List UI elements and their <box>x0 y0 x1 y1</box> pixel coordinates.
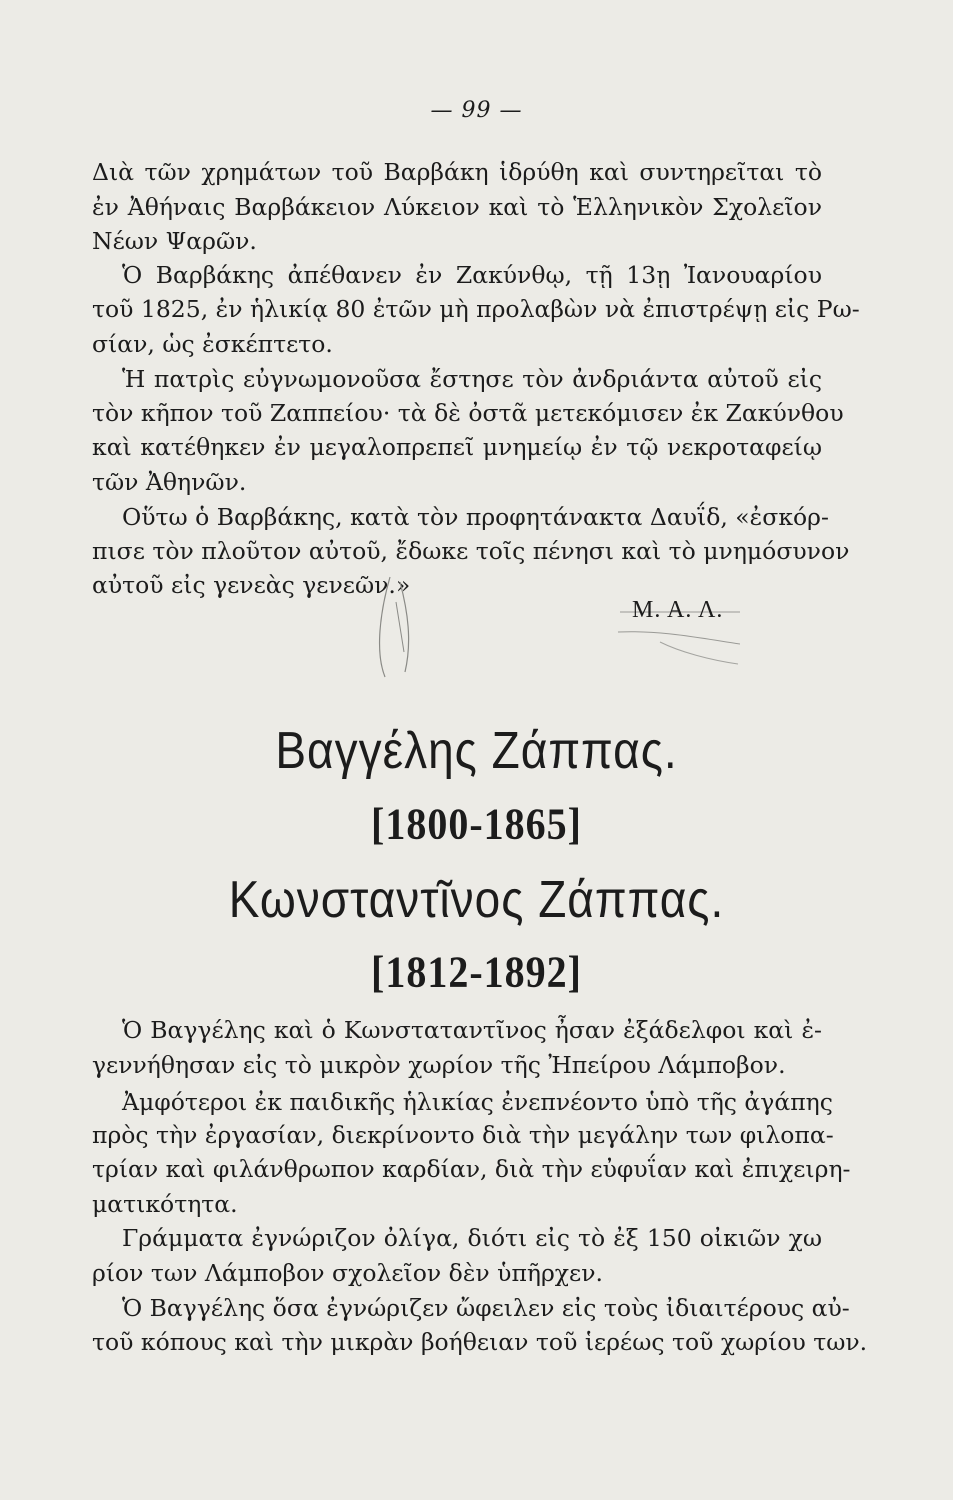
paragraph-6-line-2: πρὸς τὴν ἐργασίαν, διεκρίνοντο διὰ τὴν μεγάλην των φιλοπα- <box>92 1121 834 1149</box>
paragraph-1-line-2: ἐν Ἀθήναις Βαρβάκειον Λύκειον καὶ τὸ Ἑλληνικὸν Σχολεῖον <box>92 193 822 221</box>
paragraph-3-line-3: καὶ κατέθηκεν ἐν μεγαλοπρεπεῖ μνημείῳ ἐν τῷ νεκροταφείῳ <box>92 433 822 461</box>
paragraph-3-line-4: τῶν Ἀθηνῶν. <box>92 468 247 496</box>
paragraph-2-line-1: Ὁ Βαρβάκης ἀπέθανεν ἐν Ζακύνθῳ, τῇ 13ῃ Ἰανουαρίου <box>122 261 822 289</box>
paragraph-1-line-3: Νέων Ψαρῶν. <box>92 227 257 255</box>
paragraph-3-line-1: Ἡ πατρὶς εὐγνωμονοῦσα ἔστησε τὸν ἀνδριάντα αὐτοῦ εἰς <box>122 365 822 393</box>
paragraph-1-line-1: Διὰ τῶν χρημάτων τοῦ Βαρβάκη ἱδρύθη καὶ συντηρεῖται τὸ <box>92 158 822 186</box>
heading-2-years: [1812-1892] <box>371 946 582 997</box>
heading-1-years: [1800-1865] <box>371 798 582 849</box>
paragraph-3-line-2: τὸν κῆπον τοῦ Ζαππείου· τὰ δὲ ὀστᾶ μετεκόμισεν ἐκ Ζακύνθου <box>92 399 844 427</box>
paragraph-4-line-2: πισε τὸν πλοῦτον αὐτοῦ, ἔδωκε τοῖς πένησι καὶ τὸ μνημόσυνον <box>92 537 850 565</box>
paragraph-8-line-1: Ὁ Βαγγέλης ὅσα ἐγνώριζεν ὤφειλεν εἰς τοὺς ἰδιαιτέρους αὐ- <box>122 1294 850 1322</box>
paragraph-5-line-1: Ὁ Βαγγέλης καὶ ὁ Κωνσταταντῖνος ἦσαν ἐξάδελφοι καὶ ἐ- <box>122 1016 822 1044</box>
paragraph-8-line-2: τοῦ κόπους καὶ τὴν μικρὰν βοήθειαν τοῦ ἱερέως τοῦ χωρίου των. <box>92 1328 868 1356</box>
page-number: — 99 — <box>430 98 523 123</box>
paragraph-7-line-2: ρίον των Λάμποβον σχολεῖον δὲν ὑπῆρχεν. <box>92 1259 603 1287</box>
paragraph-2-line-2: τοῦ 1825, ἐν ἡλικίᾳ 80 ἐτῶν μὴ προλαβὼν νὰ ἐπιστρέψῃ εἰς Ρω- <box>92 295 860 323</box>
paragraph-2-line-3: σίαν, ὡς ἐσκέπτετο. <box>92 330 333 358</box>
heading-2-name: Κωνσταντῖνος Ζάππας. <box>228 869 725 929</box>
pencil-scribble-mark <box>360 572 740 682</box>
paragraph-6-line-3: τρίαν καὶ φιλάνθρωπον καρδίαν, διὰ τὴν εὐφυΐαν καὶ ἐπιχειρη- <box>92 1155 851 1183</box>
heading-1-name: Βαγγέλης Ζάππας. <box>275 720 678 780</box>
paragraph-6-line-4: ματικότητα. <box>92 1190 238 1218</box>
author-signature: Μ. Α. Λ. <box>632 597 724 623</box>
paragraph-5-line-2: γεννήθησαν εἰς τὸ μικρὸν χωρίον τῆς Ἠπείρου Λάμποβον. <box>92 1051 786 1079</box>
paragraph-7-line-1: Γράμματα ἐγνώριζον ὀλίγα, διότι εἰς τὸ ἐξ 150 οἰκιῶν χω <box>122 1224 822 1252</box>
paragraph-4-line-3: αὐτοῦ εἰς γενεὰς γενεῶν.» <box>92 571 411 599</box>
paragraph-6-line-1: Ἀμφότεροι ἐκ παιδικῆς ἡλικίας ἐνεπνέοντο ὑπὸ τῆς ἀγάπης <box>122 1088 833 1116</box>
paragraph-4-line-1: Οὕτω ὁ Βαρβάκης, κατὰ τὸν προφητάνακτα Δαυΐδ, «ἐσκόρ- <box>122 503 829 531</box>
